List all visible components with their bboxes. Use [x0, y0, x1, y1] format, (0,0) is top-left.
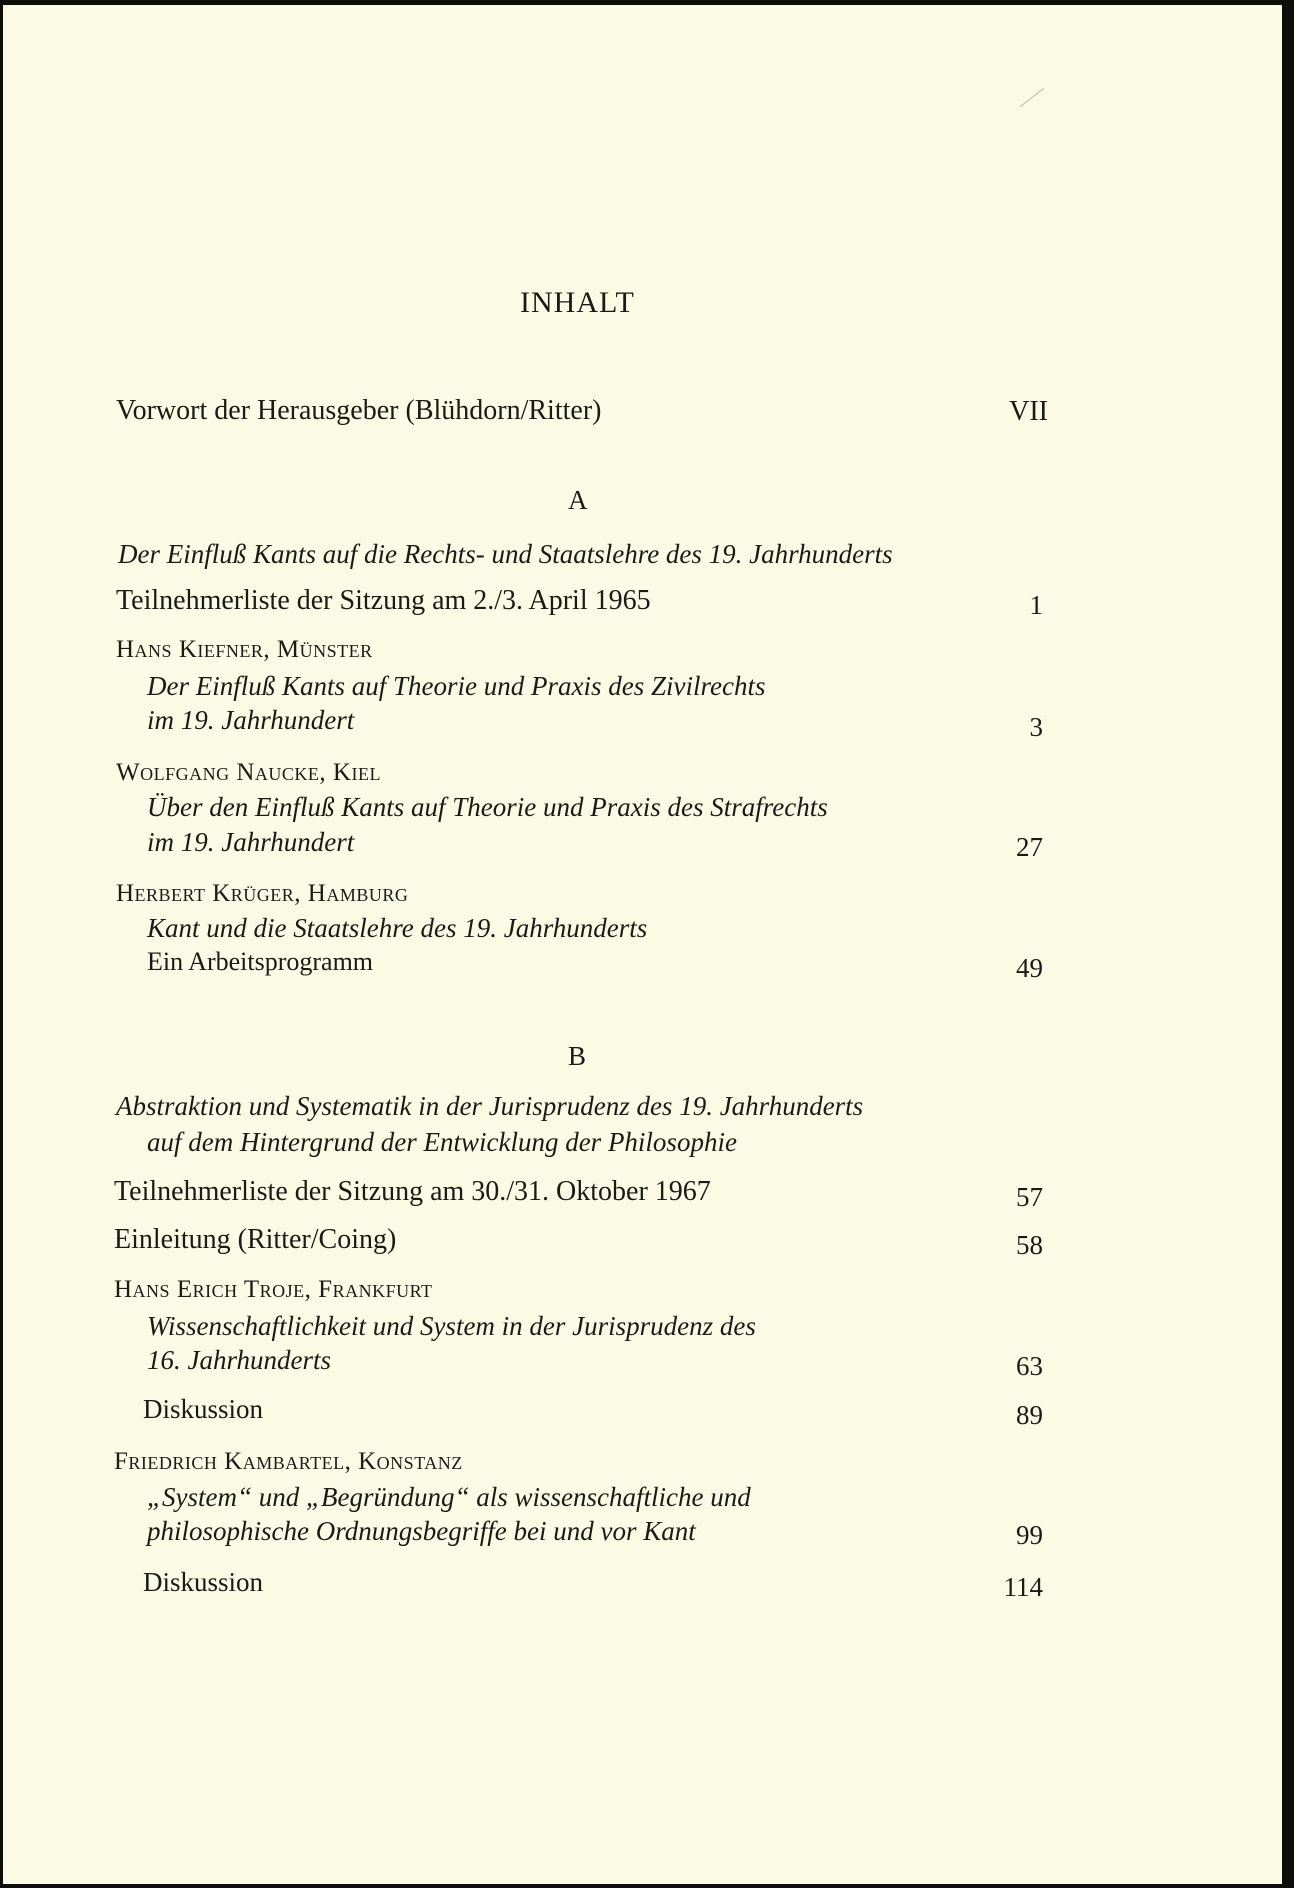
- discussion-entry: Diskussion: [143, 1394, 264, 1424]
- article-title-line: Wissenschaftlichkeit und System in der Jurisprudenz des: [147, 1311, 756, 1341]
- article-title-line: „System“ und „Begründung“ als wissenschaftliche und: [147, 1482, 751, 1512]
- page-number: 89: [1016, 1400, 1043, 1430]
- article-title-line: Der Einfluß Kants auf Theorie und Praxis des Zivilrechts: [147, 671, 766, 701]
- article-title-line: im 19. Jahrhundert: [147, 705, 355, 735]
- article-title-line: Über den Einfluß Kants auf Theorie und Praxis des Strafrechts: [147, 792, 828, 822]
- toc-entry-foreword: Vorwort der Herausgeber (Blühdorn/Ritter): [116, 395, 602, 426]
- article-subtitle: Ein Arbeitsprogramm: [147, 947, 374, 976]
- toc-entry: Teilnehmerliste der Sitzung am 30./31. Oktober 1967: [114, 1176, 711, 1207]
- article-title-line: 16. Jahrhunderts: [147, 1345, 332, 1375]
- toc-entry: Teilnehmerliste der Sitzung am 2./3. April 1965: [116, 585, 651, 616]
- page-number: 58: [1016, 1230, 1043, 1260]
- page-number: 57: [1016, 1182, 1043, 1212]
- page-number: 1: [1029, 590, 1043, 620]
- author-name: Hans Erich Troje, Frankfurt: [114, 1276, 433, 1303]
- discussion-entry: Diskussion: [143, 1567, 264, 1597]
- author-name: Herbert Krüger, Hamburg: [116, 880, 409, 907]
- section-letter-b: B: [568, 1041, 587, 1071]
- author-name: Wolfgang Naucke, Kiel: [116, 759, 381, 786]
- author-name: Friedrich Kambartel, Konstanz: [114, 1448, 463, 1475]
- page-number: 63: [1016, 1351, 1043, 1381]
- article-title-line: Kant und die Staatslehre des 19. Jahrhunderts: [147, 913, 648, 943]
- article-title-line: philosophische Ordnungsbegriffe bei und vor Kant: [147, 1516, 696, 1546]
- author-name: Hans Kiefner, Münster: [116, 636, 373, 663]
- page-number: 27: [1016, 832, 1043, 862]
- section-b-title: auf dem Hintergrund der Entwicklung der Philosophie: [147, 1127, 737, 1157]
- section-letter-a: A: [568, 485, 588, 515]
- page-number: 49: [1016, 953, 1043, 983]
- page-number: 99: [1016, 1520, 1043, 1550]
- document-page: [3, 5, 1282, 1884]
- section-b-title: Abstraktion und Systematik in der Jurisprudenz des 19. Jahrhunderts: [116, 1091, 864, 1121]
- toc-entry: Einleitung (Ritter/Coing): [114, 1224, 397, 1255]
- pencil-mark: [1020, 88, 1044, 107]
- page-number: 114: [1003, 1572, 1043, 1602]
- section-a-title: Der Einfluß Kants auf die Rechts- und Staatslehre des 19. Jahrhunderts: [118, 539, 893, 569]
- page-number: 3: [1029, 712, 1043, 742]
- page-number: VII: [1009, 396, 1048, 427]
- page-title: INHALT: [520, 286, 635, 319]
- article-title-line: im 19. Jahrhundert: [147, 827, 355, 857]
